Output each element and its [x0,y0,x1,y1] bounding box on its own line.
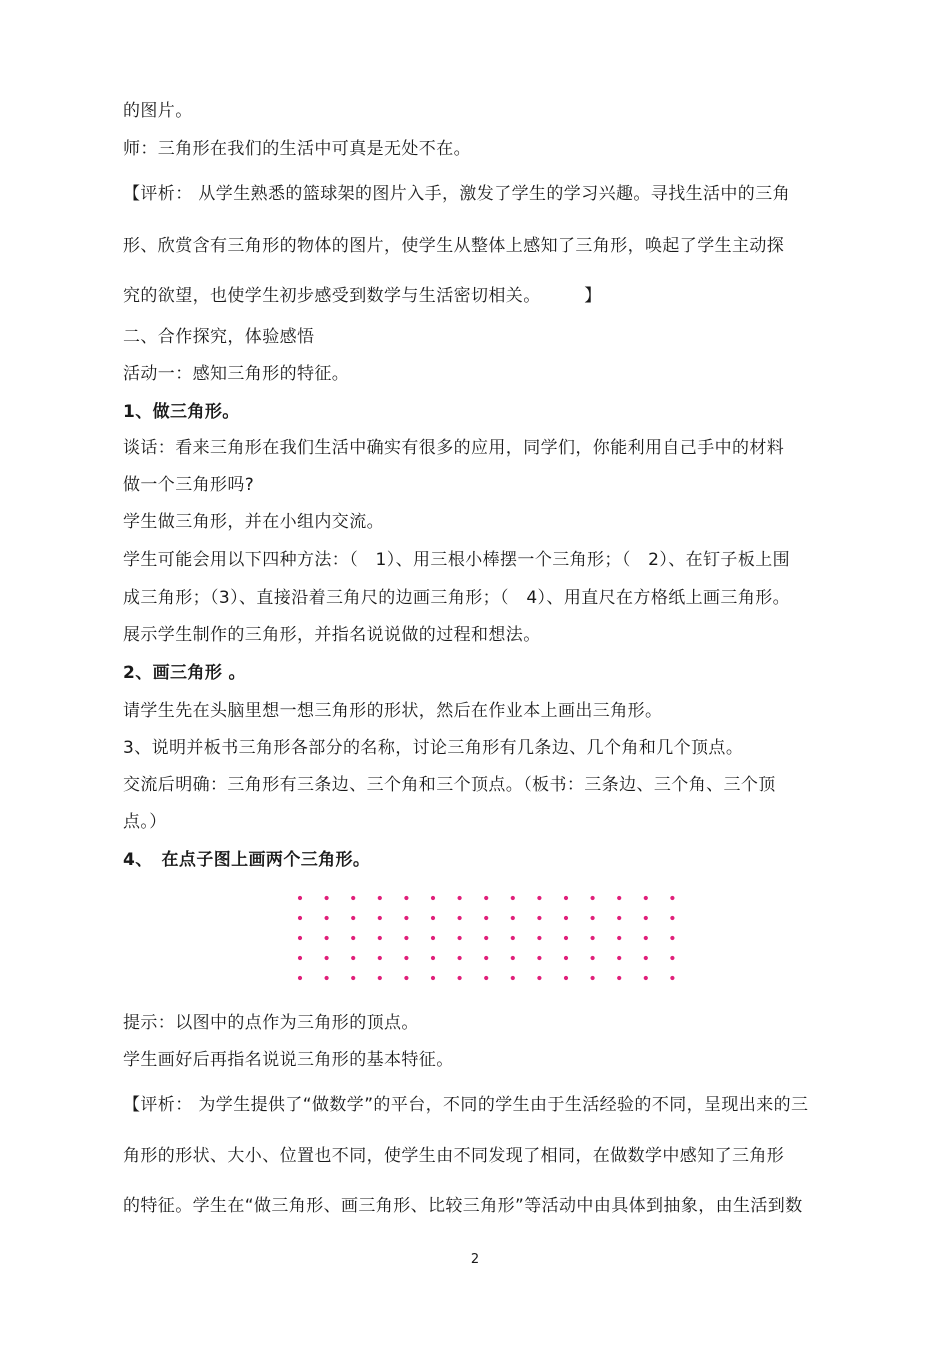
grid-dot [617,916,621,920]
grid-dot [351,936,355,940]
grid-dot [511,956,515,960]
grid-dot [484,976,488,980]
text-line: 的图片。 [123,101,193,121]
text-line: 展示学生制作的三角形，并指名说说做的过程和想法。 [123,625,541,645]
grid-dot [670,956,674,960]
grid-dot [298,916,302,920]
grid-dot [404,936,408,940]
step-heading: 2、画三角形 。 [123,663,246,683]
grid-dot [458,936,462,940]
grid-dot [670,936,674,940]
grid-dot [298,956,302,960]
grid-dot [537,956,541,960]
grid-dot [484,916,488,920]
grid-dot [591,936,595,940]
text-line: 提示：以图中的点作为三角形的顶点。 [123,1013,419,1033]
grid-dot [670,896,674,900]
grid-dot [298,896,302,900]
commentary-line: 的特征。学生在“做三角形、画三角形、比较三角形”等活动中由具体到抽象，由生活到数 [123,1196,803,1216]
text-line: 谈话：看来三角形在我们生活中确实有很多的应用，同学们，你能利用自己手中的材料 [123,438,785,458]
grid-dot [511,916,515,920]
grid-dot [564,916,568,920]
grid-dot [298,976,302,980]
text-line: 学生可能会用以下四种方法：（ 1）、用三根小棒摆一个三角形；（ 2）、在钉子板上围 [123,550,791,570]
step-heading: 4、 在点子图上画两个三角形。 [123,850,371,870]
grid-dot [325,936,329,940]
text-line: 学生画好后再指名说说三角形的基本特征。 [123,1050,454,1070]
grid-dot [564,976,568,980]
text-line: 师：三角形在我们的生活中可真是无处不在。 [123,139,471,159]
grid-dot [404,896,408,900]
grid-dot [378,936,382,940]
grid-dot [537,976,541,980]
commentary-line: 形、欣赏含有三角形的物体的图片，使学生从整体上感知了三角形，唤起了学生主动探 [123,236,785,256]
dot-grid-figure [290,888,685,988]
grid-dot [325,916,329,920]
grid-dot [484,896,488,900]
grid-dot [591,896,595,900]
text-line: 请学生先在头脑里想一想三角形的形状，然后在作业本上画出三角形。 [123,701,663,721]
grid-dot [670,976,674,980]
grid-dot [404,916,408,920]
grid-dot [564,896,568,900]
grid-dot [431,976,435,980]
page-number: 2 [470,1252,480,1267]
grid-dot [617,896,621,900]
text-line: 做一个三角形吗? [123,475,255,495]
grid-dot [431,936,435,940]
grid-dot [670,916,674,920]
activity-heading: 活动一：感知三角形的特征。 [123,364,350,384]
grid-dot [378,956,382,960]
grid-dot [378,896,382,900]
grid-dot [644,896,648,900]
grid-dot [458,916,462,920]
grid-dot [591,956,595,960]
text-line: 成三角形；（3）、直接沿着三角尺的边画三角形；（ 4）、用直尺在方格纸上画三角形。 [123,588,791,608]
grid-dot [617,976,621,980]
commentary-line: 【评析： 从学生熟悉的篮球架的图片入手，激发了学生的学习兴趣。寻找生活中的三角 [123,184,791,204]
grid-dot [458,956,462,960]
grid-dot [458,896,462,900]
grid-dot [351,916,355,920]
grid-dot [378,976,382,980]
grid-dot [511,896,515,900]
grid-dot [617,936,621,940]
grid-dot [325,956,329,960]
grid-dot [298,936,302,940]
grid-dot [484,956,488,960]
grid-dot [644,936,648,940]
grid-dot [644,956,648,960]
grid-dot [564,936,568,940]
commentary-line: 角形的形状、大小、位置也不同，使学生由不同发现了相同，在做数学中感知了三角形 [123,1146,785,1166]
grid-dot [617,956,621,960]
grid-dot [325,976,329,980]
grid-dot [404,976,408,980]
grid-dot [591,976,595,980]
grid-dot [404,956,408,960]
grid-dot [351,976,355,980]
grid-dot [431,916,435,920]
grid-dot [511,936,515,940]
grid-dot [431,956,435,960]
grid-dot [325,896,329,900]
grid-dot [511,976,515,980]
section-heading: 二、合作探究，体验感悟 [123,327,315,347]
step-heading: 1、做三角形。 [123,402,240,422]
grid-dot [537,936,541,940]
grid-dot [537,896,541,900]
grid-dot [458,976,462,980]
grid-dot [484,936,488,940]
grid-dot [351,896,355,900]
grid-dot [431,896,435,900]
grid-dot [537,916,541,920]
grid-dot [564,956,568,960]
step-heading: 3、说明并板书三角形各部分的名称，讨论三角形有几条边、几个角和几个顶点。 [123,738,744,758]
commentary-line: 【评析： 为学生提供了“做数学”的平台，不同的学生由于生活经验的不同，呈现出来的三 [123,1095,809,1115]
text-line: 交流后明确：三角形有三条边、三个角和三个顶点。（板书：三条边、三个角、三个顶 [123,775,776,795]
grid-dot [644,976,648,980]
grid-dot [378,916,382,920]
commentary-line: 究的欲望，也使学生初步感受到数学与生活密切相关。 】 [123,286,602,306]
text-line: 学生做三角形，并在小组内交流。 [123,512,384,532]
grid-dot [644,916,648,920]
text-line: 点。） [123,812,167,832]
grid-dot [591,916,595,920]
grid-dot [351,956,355,960]
